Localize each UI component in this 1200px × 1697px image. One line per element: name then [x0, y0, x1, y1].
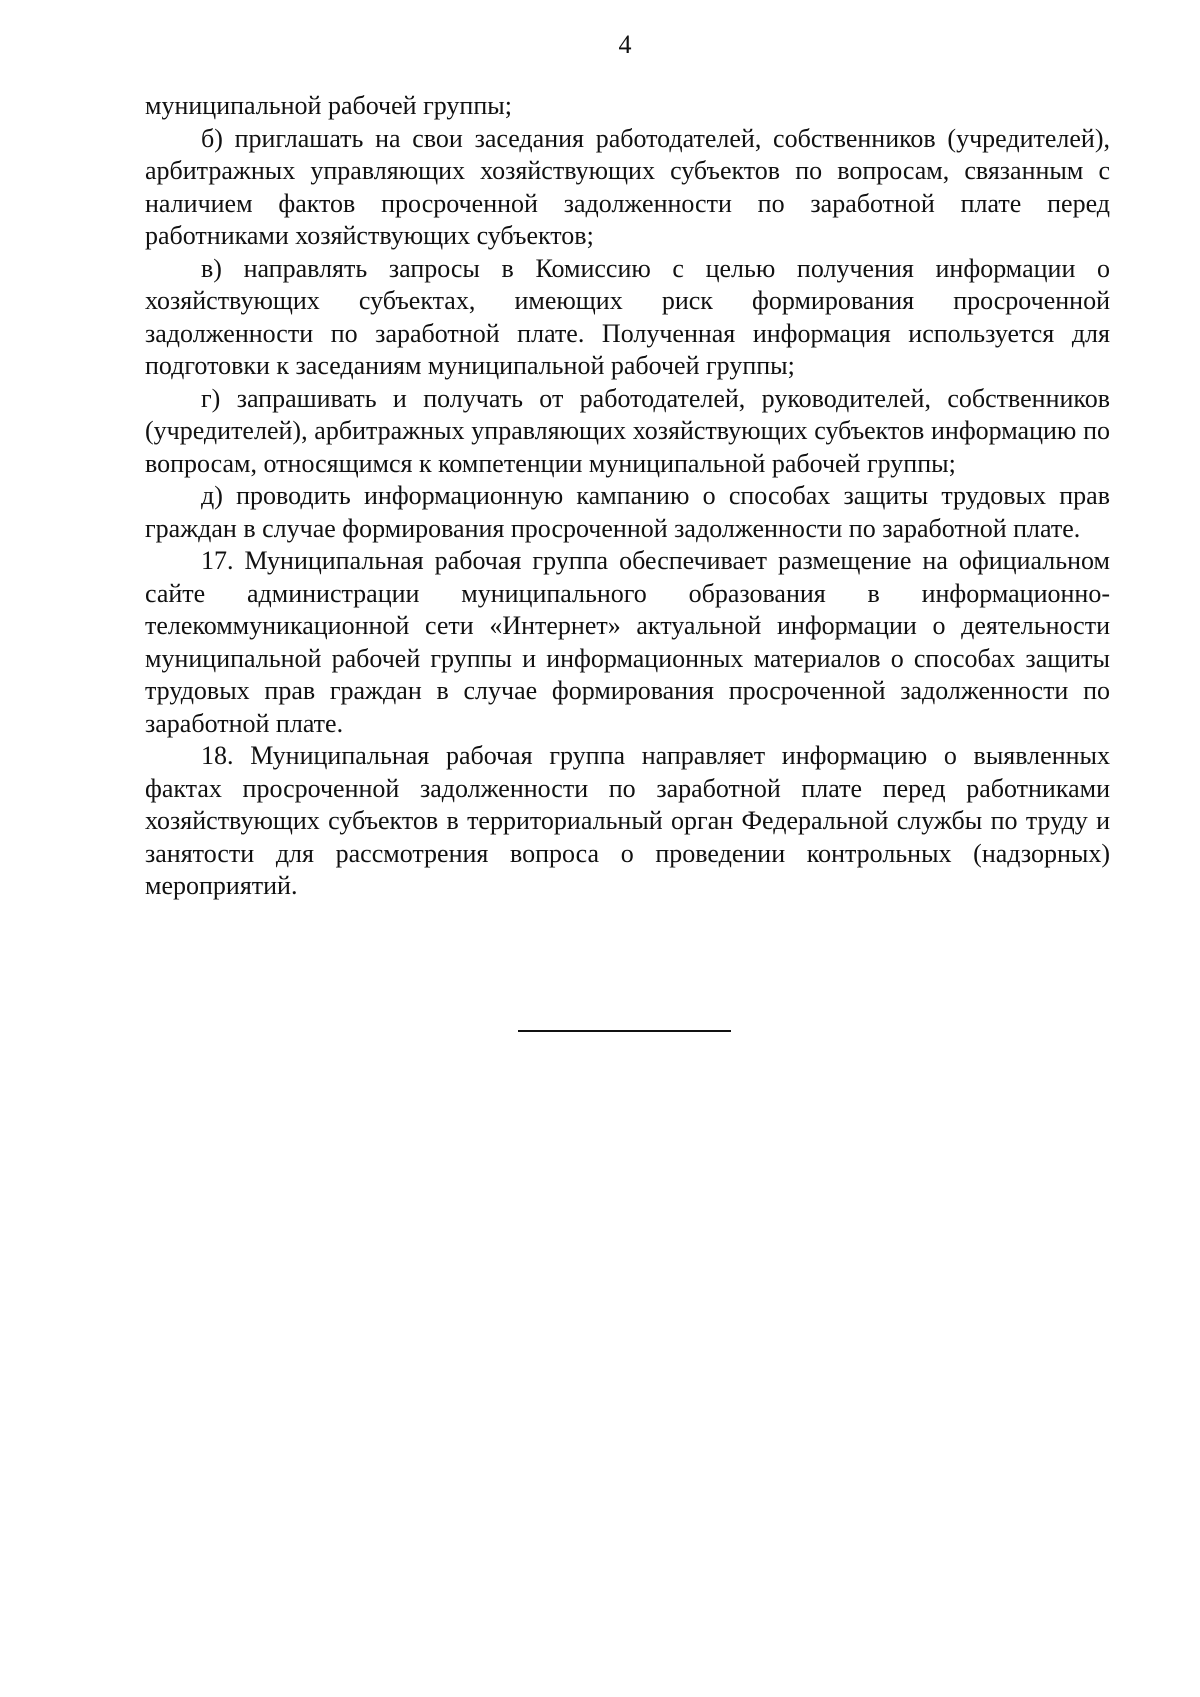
paragraph-clause-17: 17. Муниципальная рабочая группа обеспечивает размещение на официальном сайте администрации муниципального образования в информационно-телекоммуникационной сети «Интернет» актуальной информации о деятельности муниципальной рабочей группы и информационных материалов о способах защиты трудовых прав граждан в случае формирования просроченной задолженности по заработной плате. [145, 546, 1110, 738]
paragraph-clause-18: 18. Муниципальная рабочая группа направляет информацию о выявленных фактах просроченной задолженности по заработной плате перед работниками хозяйствующих субъектов в территориальный орган Федеральной службы по труду и занятости для рассмотрения вопроса о проведении контрольных (надзорных) мероприятий. [145, 741, 1110, 900]
paragraph-item-d: д) проводить информационную кампанию о способах защиты трудовых прав граждан в случае формирования просроченной задолженности по заработной плате. [145, 481, 1110, 543]
page-number: 4 [618, 30, 632, 59]
paragraph-continuation: муниципальной рабочей группы; [145, 91, 512, 120]
document-body [145, 90, 1110, 903]
paragraph-item-b: б) приглашать на свои заседания работодателей, собственников (учредителей), арбитражных управляющих хозяйствующих субъектов по вопросам, связанным с наличием фактов просроченной задолженности по заработной плате перед работниками хозяйствующих субъектов; [145, 123, 1110, 250]
paragraph-item-v: в) направлять запросы в Комиссию с целью получения информации о хозяйствующих субъектах, имеющих риск формирования просроченной задолженности по заработной плате. Полученная информация используется для подготовки к заседаниям муниципальной рабочей группы; [145, 253, 1110, 380]
end-separator-line [518, 1030, 731, 1032]
paragraph-item-g: г) запрашивать и получать от работодателей, руководителей, собственников (учредителей), арбитражных управляющих хозяйствующих субъектов информацию по вопросам, относящимся к компетенции муниципальной рабочей группы; [145, 383, 1110, 478]
